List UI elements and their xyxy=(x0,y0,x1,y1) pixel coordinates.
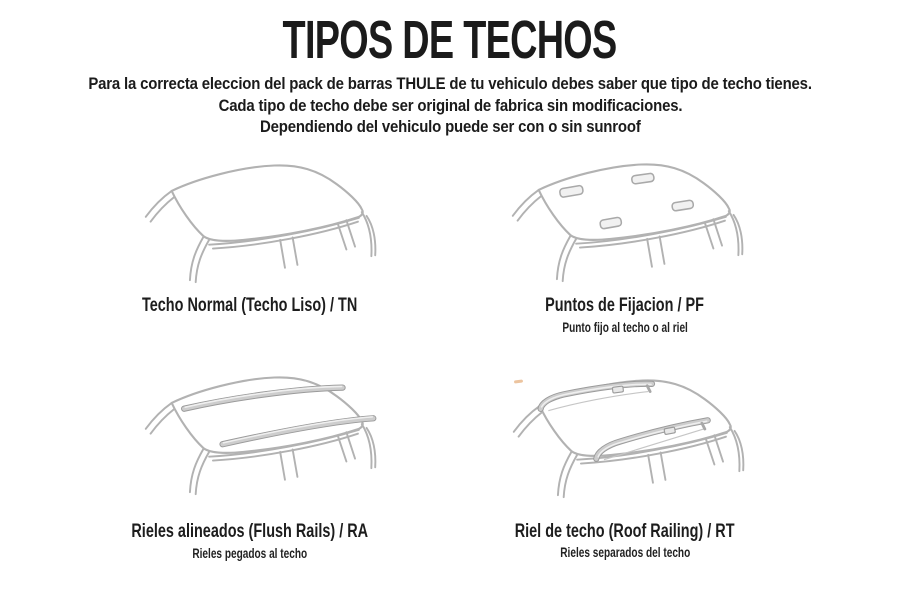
page-title xyxy=(0,12,900,69)
roof-type-sublabel-ra: Rieles pegados al techo xyxy=(192,545,308,561)
intro-line-2: Cada tipo de techo debe ser original de fabrica sin modificaciones. xyxy=(218,95,682,115)
ra-flush-rails-roof-drawing xyxy=(140,374,380,501)
intro-line-1: Para la correcta eleccion del pack de barras THULE de tu vehiculo debes saber que tipo de techo tienes. xyxy=(88,74,812,93)
roof-type-sublabel-rt: Rieles separados del techo xyxy=(560,544,690,560)
rt-roof-railing-drawing xyxy=(508,377,748,504)
roof-type-label-tn: Techo Normal (Techo Liso) / TN xyxy=(142,295,358,316)
tn-plain-roof-drawing xyxy=(140,162,380,289)
roof-type-label-rt: Riel de techo (Roof Railing) / RT xyxy=(515,521,735,542)
roof-type-label-pf: Puntos de Fijacion / PF xyxy=(545,295,705,316)
pf-fixpoint-roof-drawing xyxy=(507,161,747,288)
intro-text xyxy=(0,73,900,138)
page-title-text: TIPOS DE TECHOS xyxy=(283,10,617,70)
roof-type-label-ra: Rieles alineados (Flush Rails) / RA xyxy=(131,521,369,542)
roof-type-sublabel-pf: Punto fijo al techo o al riel xyxy=(562,319,688,335)
intro-line-3: Dependiendo del vehiculo puede ser con o sin sunroof xyxy=(259,117,641,136)
